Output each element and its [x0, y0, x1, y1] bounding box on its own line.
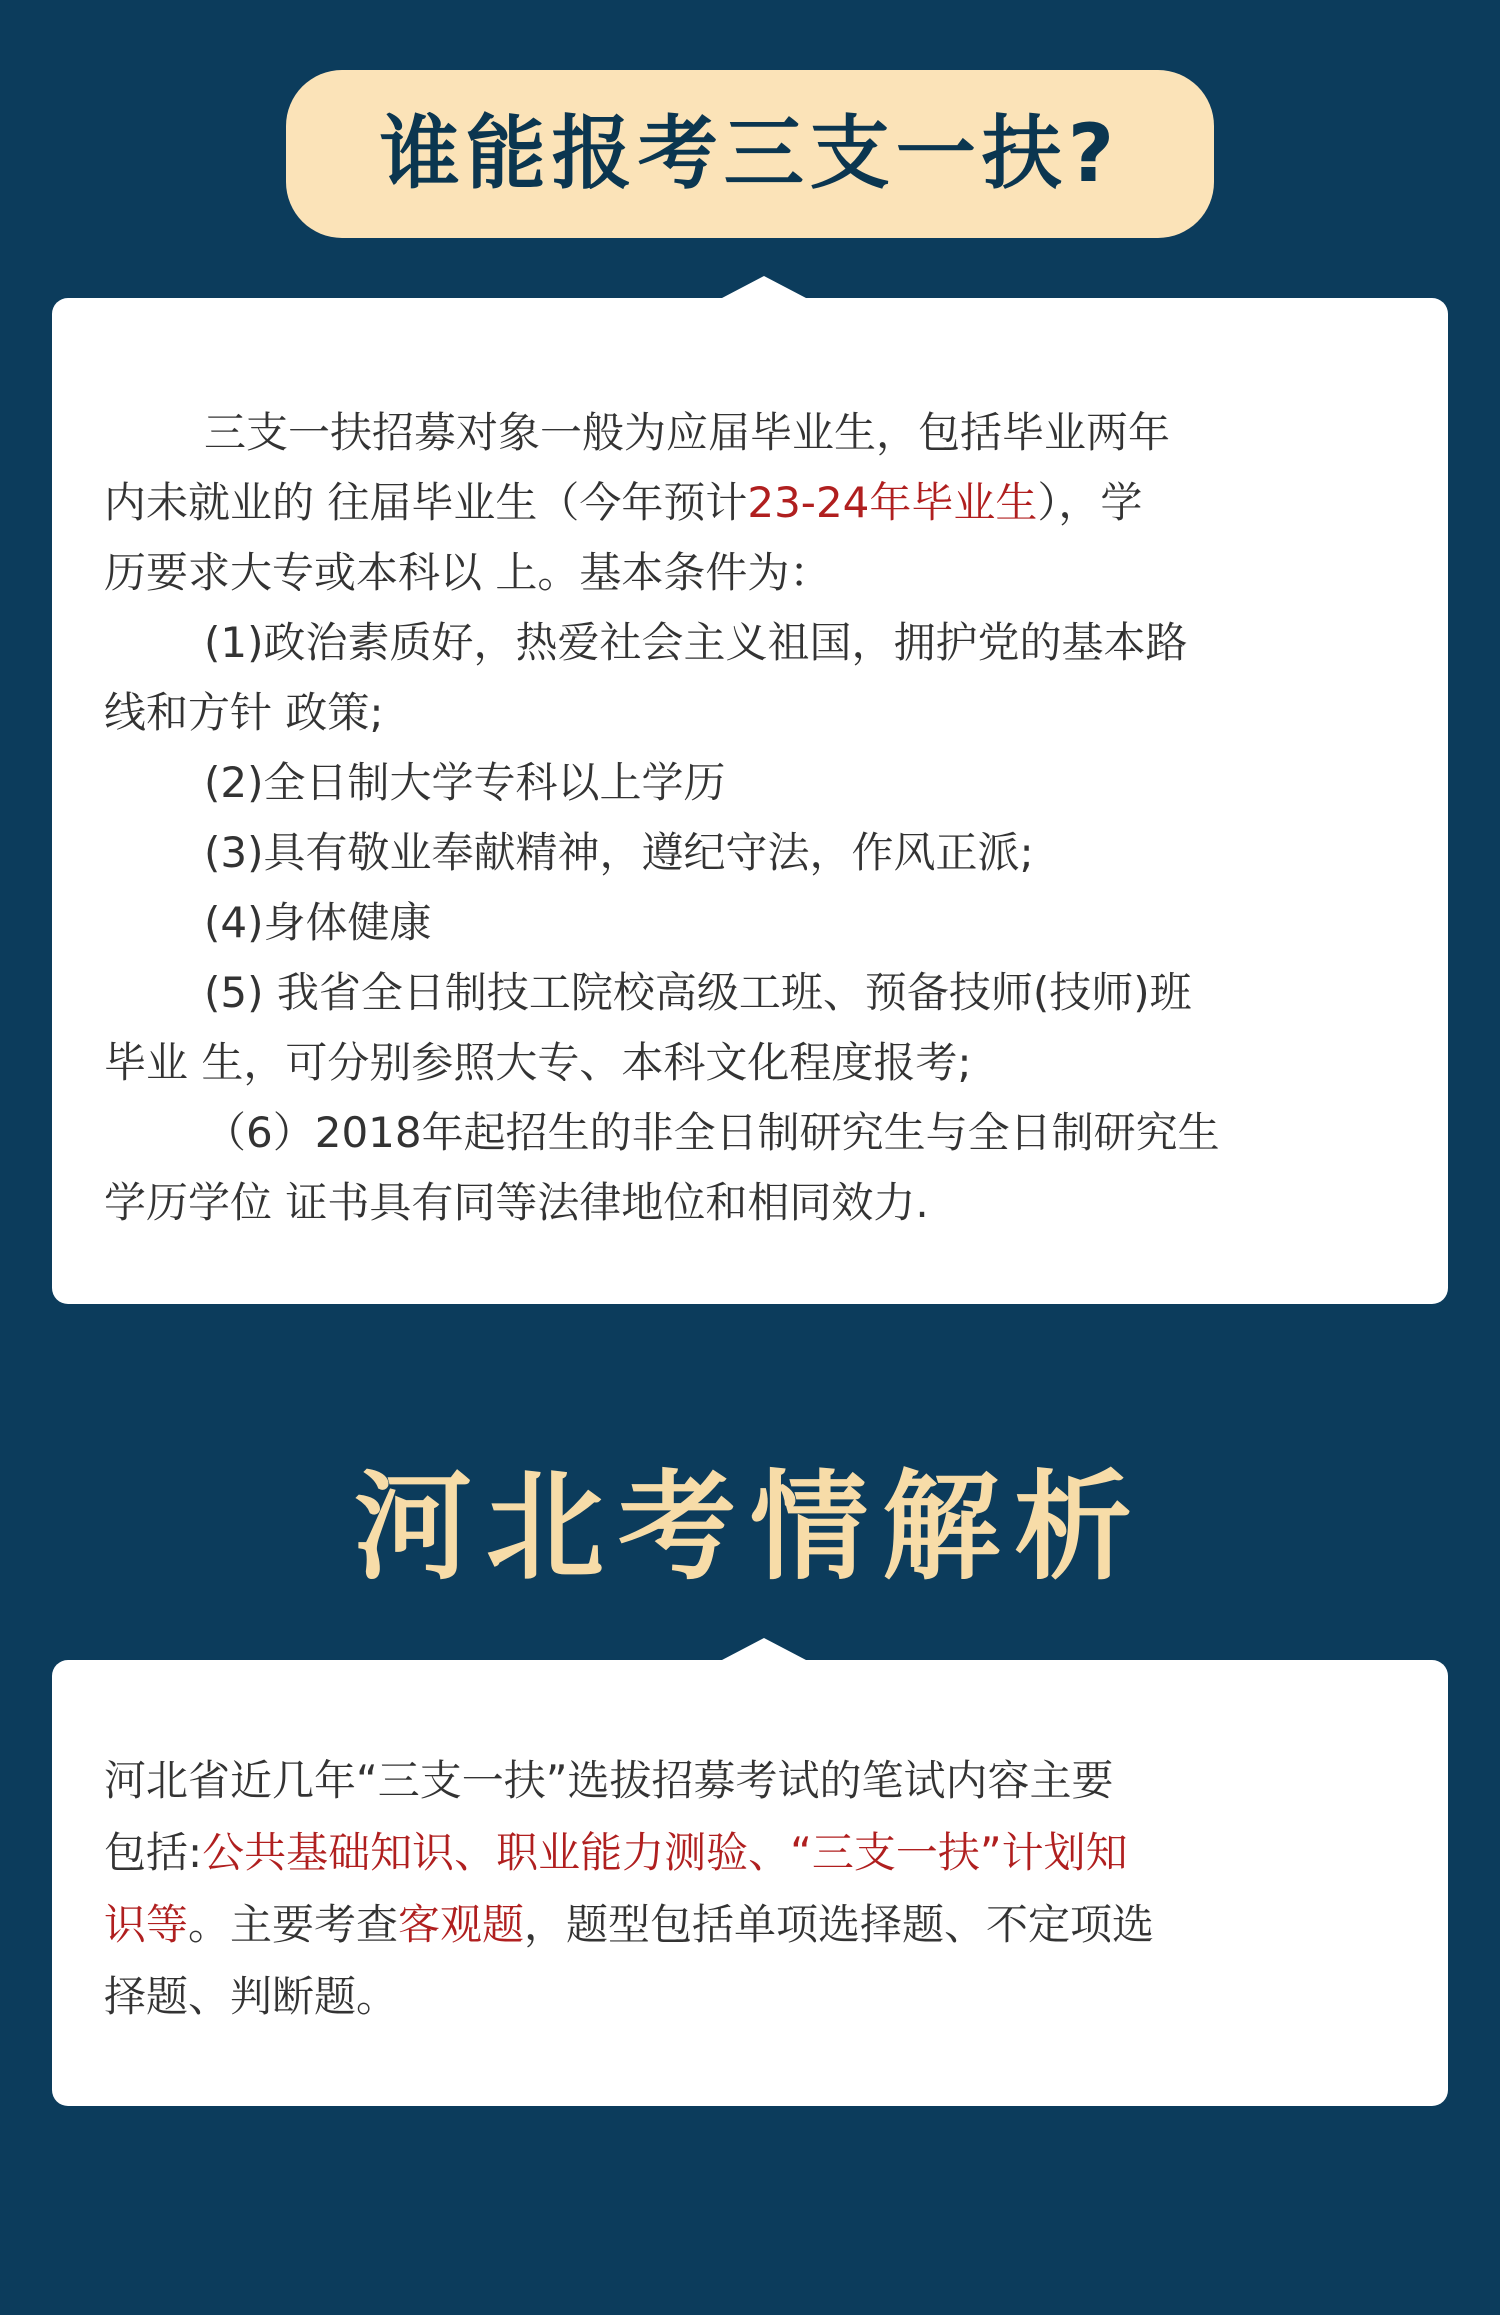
intro-text-tail: ），学	[1037, 478, 1143, 527]
condition-6-line-1: （6）2018年起招生的非全日制研究生与全日制研究生	[204, 1108, 1220, 1157]
intro-highlight: 23-24年毕业生	[747, 478, 1038, 527]
condition-3: (3)具有敬业奉献精神，遵纪守法，作风正派;	[204, 828, 1034, 877]
condition-5-line-1: (5) 我省全日制技工院校高级工班、预备技师(技师)班	[204, 968, 1192, 1017]
analysis-line-2	[104, 1828, 1128, 1877]
intro-text: 内未就业的 往届毕业生（今年预计	[104, 478, 748, 527]
analysis-line-4: 择题、判断题。	[104, 1972, 399, 2021]
condition-2: (2)全日制大学专科以上学历	[204, 758, 726, 807]
analysis-highlight-etc: 识等	[104, 1900, 189, 1949]
condition-4: (4)身体健康	[204, 898, 432, 947]
analysis-highlight-objective: 客观题	[398, 1900, 525, 1949]
intro-line-1: 三支一扶招募对象一般为应届毕业生，包括毕业两年	[204, 408, 1171, 457]
analysis-highlight-subjects: 公共基础知识、职业能力测验、“三支一扶”计划知	[202, 1828, 1128, 1877]
condition-6-line-2: 学历学位 证书具有同等法律地位和相同效力.	[104, 1178, 929, 1227]
intro-line-3: 历要求大专或本科以 上。基本条件为：	[104, 548, 832, 597]
card-notch	[722, 1638, 806, 1660]
analysis-text-tail: ，题型包括单项选择题、不定项选	[524, 1900, 1155, 1949]
section-title: 河北考情解析	[353, 1457, 1146, 1596]
condition-1-line-2: 线和方针 政策;	[104, 688, 384, 737]
card-notch	[722, 276, 806, 298]
condition-1-line-1: (1)政治素质好，热爱社会主义祖国，拥护党的基本路	[204, 618, 1188, 667]
header-title-badge	[286, 70, 1214, 238]
analysis-line-1: 河北省近几年“三支一扶”选拔招募考试的笔试内容主要	[104, 1756, 1114, 1805]
analysis-text: 。主要考查	[188, 1900, 399, 1949]
header-title: 谁能报考三支一扶?	[379, 107, 1121, 200]
intro-line-2	[104, 478, 1143, 527]
analysis-card	[52, 1660, 1448, 2106]
analysis-line-3	[104, 1900, 1155, 1949]
analysis-prefix: 包括:	[104, 1828, 203, 1877]
condition-5-line-2: 毕业 生，可分别参照大专、本科文化程度报考;	[104, 1038, 972, 1087]
eligibility-card	[52, 298, 1448, 1304]
